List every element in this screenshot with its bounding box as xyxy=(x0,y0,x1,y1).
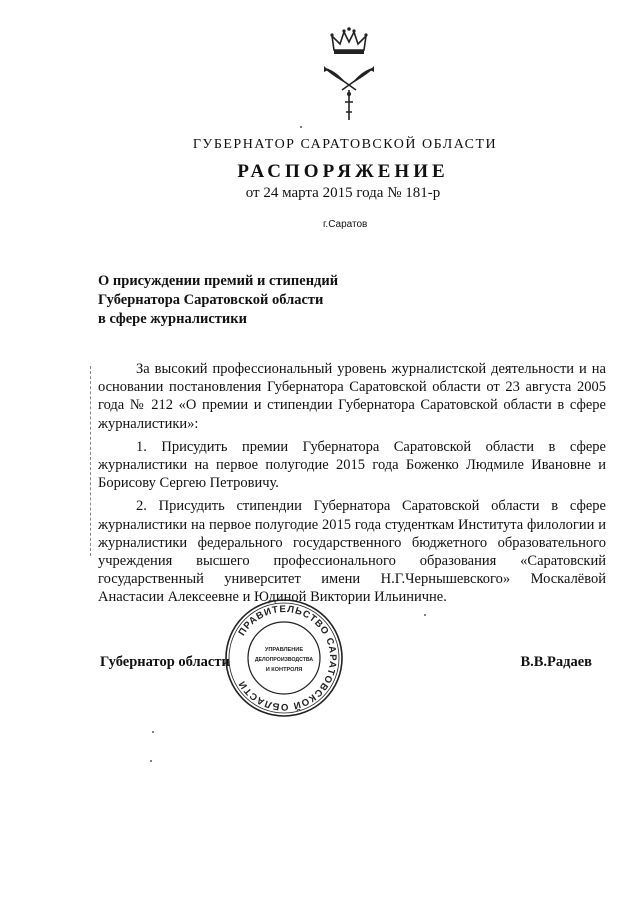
seal-center-line-2: ДЕЛОПРОИЗВОДСТВА xyxy=(254,657,314,663)
seal-center-line-1: УПРАВЛЕНИЕ xyxy=(264,647,304,653)
document-body xyxy=(98,360,606,612)
scan-speck xyxy=(300,126,302,128)
subject-line-2: Губернатора Саратовской области xyxy=(98,292,324,308)
scan-speck xyxy=(152,731,154,733)
scan-speck xyxy=(150,760,152,762)
issuing-authority: ГУБЕРНАТОР САРАТОВСКОЙ ОБЛАСТИ xyxy=(192,137,498,152)
body-paragraph-item-2: 2. Присудить стипендии Губернатора Саратовской области в сфере журналистики на первое полугодие 2015 года студенткам Института филологии и журналистики федерального государственного бюджетного образовательного учреждения высшего профессионального образования «Саратовский государственный университет имени Н.Г.Чернышевского» Москалёвой Анастасии Алексеевне и Юдиной Виктории Ильиничне. xyxy=(98,498,606,606)
signer-title: Губернатор области xyxy=(100,654,230,670)
signer-name: В.В.Радаев xyxy=(520,654,592,670)
seal-ring-text: ПРАВИТЕЛЬСТВО САРАТОВСКОЙ ОБЛАСТИ xyxy=(236,603,339,713)
body-paragraph-preamble: За высокий профессиональный уровень журналистской деятельности и на основании постановления Губернатора Саратовской области от 23 августа 2005 года № 212 «О премии и стипендии Губернатора Саратовской области в сфере журналистики»: xyxy=(98,361,606,432)
document-type-title: РАСПОРЯЖЕНИЕ xyxy=(237,161,449,182)
subject-line-3: в сфере журналистики xyxy=(98,311,247,327)
body-paragraph-item-1: 1. Присудить премии Губернатора Саратовской области в сфере журналистики на первое полугодие 2015 года Боженко Людмиле Ивановне и Борисову Сергею Петровичу. xyxy=(98,438,606,492)
margin-scan-mark xyxy=(90,366,92,556)
coat-of-arms-emblem xyxy=(318,24,380,124)
document-city: г.Саратов xyxy=(323,219,368,230)
subject-line-1: О присуждении премий и стипендий xyxy=(98,273,339,289)
document-subject xyxy=(98,272,338,329)
document-date-number: от 24 марта 2015 года № 181-р xyxy=(245,185,441,201)
official-seal xyxy=(222,596,346,720)
scan-speck xyxy=(424,614,426,616)
seal-center-line-3: И КОНТРОЛЯ xyxy=(265,667,303,673)
